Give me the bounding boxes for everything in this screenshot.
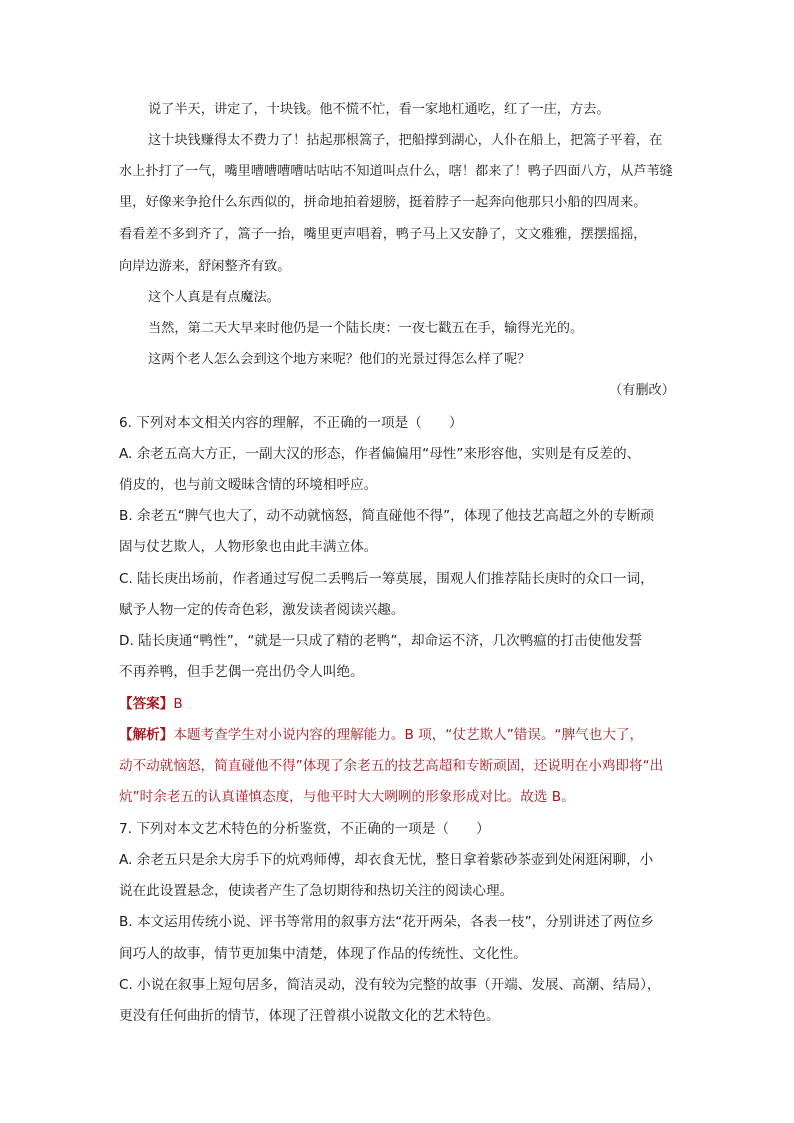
analysis-line-1 xyxy=(119,725,643,745)
question-6-stem: 6. 下列对本文相关内容的理解，不正确的一项是（ ） xyxy=(119,415,463,431)
q7-option-c-line-2: 更没有任何曲折的情节，体现了汪曾祺小说散文化的艺术特色。 xyxy=(119,1008,500,1024)
q6-option-a-line-1: A. 余老五高大方正，一副大汉的形态，作者偏偏用“母性”来形容他，实则是有反差的、 xyxy=(119,446,641,462)
q6-option-d-line-1: D. 陆长庚通“鸭性”，“就是一只成了精的老鸭”，却命运不济，几次鸭瘟的打击使他发誓 xyxy=(119,633,643,649)
q6-option-c-line-2: 赋予人物一定的传奇色彩，激发读者阅读兴趣。 xyxy=(119,602,405,618)
passage-line-3: 水上扑打了一气，嘴里嘈嘈嘈嘈咕咕咕不知道叫点什么，嗐！都来了！鸭子四面八方，从芦苇缝 xyxy=(119,164,673,179)
q6-option-b-line-2: 固与仗艺欺人，人物形象也由此丰满立体。 xyxy=(119,539,378,555)
passage-line-5: 看看差不多到齐了，篙子一抬，嘴里更声唱着，鸭子马上又安静了，文文雅雅，摆摆摇摇， xyxy=(119,227,647,242)
analysis-tag: 【解析】 xyxy=(119,727,174,743)
passage-line-9: 这两个老人怎么会到这个地方来呢？他们的光景过得怎么样了呢？ xyxy=(148,352,531,367)
question-7-stem: 7. 下列对本文艺术特色的分析鉴赏，不正确的一项是（ ） xyxy=(119,821,490,837)
q7-option-b-line-1: B. 本文运用传统小说、评书等常用的叙事方法“花开两朵，各表一枝”，分别讲述了两位乡 xyxy=(119,914,655,930)
analysis-text-1: 本题考查学生对小说内容的理解能力。B 项，“仗艺欺人”错误。“脾气也大了， xyxy=(173,727,644,743)
passage-line-7: 这个人真是有点魔法。 xyxy=(148,290,280,305)
q6-option-d-line-2: 不再养鸭，但手艺偶一亮出仍令人叫绝。 xyxy=(119,664,364,680)
passage-line-6: 向岸边游来，舒闲整齐有致。 xyxy=(119,259,291,274)
q7-option-b-line-2: 间巧人的故事，情节更加集中清楚，体现了作品的传统性、文化性。 xyxy=(119,946,527,962)
passage-line-2: 这十块钱赚得太不费力了！拈起那根篙子，把船撑到湖心，人仆在船上，把篙子平着，在 xyxy=(148,133,663,148)
q6-option-a-line-2: 俏皮的，也与前文暧昧含情的环境相呼应。 xyxy=(119,477,378,493)
passage-line-4: 里，好像来争抢什么东西似的，拼命地拍着翅膀，挺着脖子一起奔向他那只小船的四周来。 xyxy=(119,195,647,210)
analysis-line-2: 动不动就恼怒，简直碰他不得”体现了余老五的技艺高超和专断顽固，还说明在小鸡即将“出 xyxy=(119,758,664,774)
q6-option-c-line-1: C. 陆长庚出场前，作者通过写倪二丢鸭后一筹莫展，围观人们推荐陆长庚时的众口一词， xyxy=(119,571,654,587)
answer-tag: 【答案】 xyxy=(119,696,174,712)
passage-line-1: 说了半天，讲定了，十块钱。他不慌不忙，看一家地杠通吃，红了一庄，方去。 xyxy=(148,102,610,117)
analysis-line-3: 炕”时余老五的认真谨慎态度，与他平时大大咧咧的形象形成对比。故选 B。 xyxy=(119,789,575,805)
q7-option-c-line-1: C. 小说在叙事上短句居多，简洁灵动，没有较为完整的故事（开端、发展、高潮、结局）， xyxy=(119,977,661,993)
answer-line xyxy=(119,694,183,714)
source-note: （有删改） xyxy=(609,383,675,398)
q6-option-b-line-1: B. 余老五“脾气也大了，动不动就恼怒，简直碰他不得”，体现了他技艺高超之外的专断顽 xyxy=(119,508,655,524)
answer-value: B xyxy=(173,696,183,712)
q7-option-a-line-2: 说在此设置悬念，使读者产生了急切期待和热切关注的阅读心理。 xyxy=(119,883,514,899)
passage-line-8: 当然，第二天大早来时他仍是一个陆长庚：一夜七戳五在手，输得光光的。 xyxy=(148,321,584,336)
q7-option-a-line-1: A. 余老五只是余大房手下的炕鸡师傅，却衣食无忧，整日拿着紫砂茶壶到处闲逛闲聊，小 xyxy=(119,852,654,868)
